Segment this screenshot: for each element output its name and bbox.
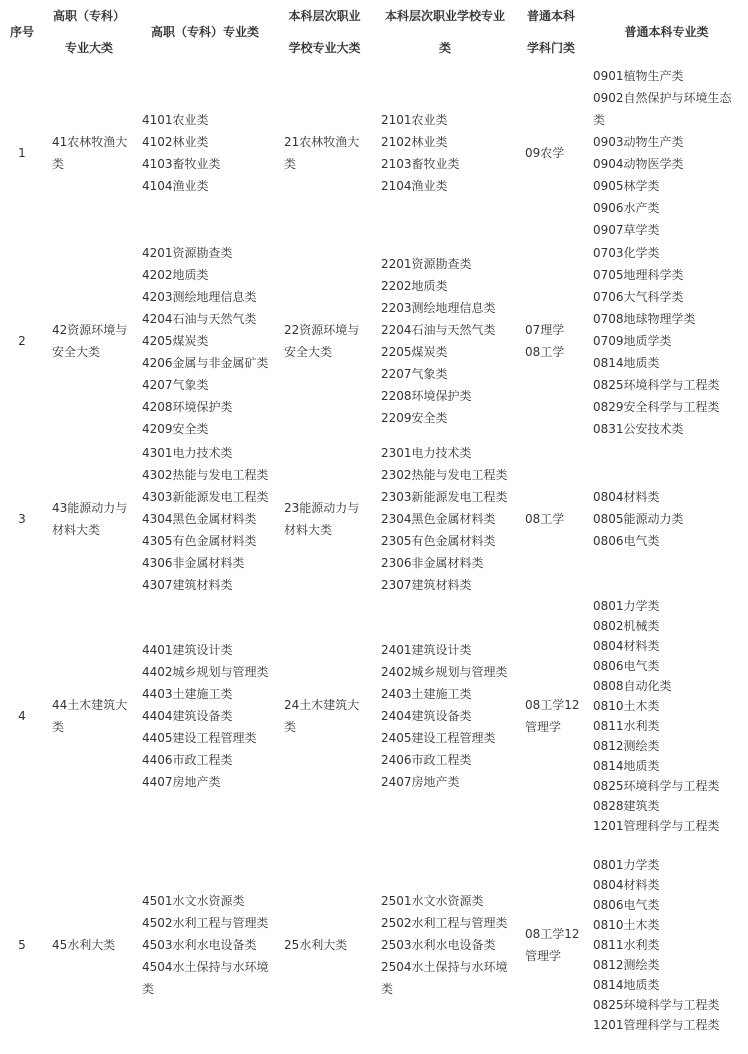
class-item: 0801力学类 xyxy=(593,599,660,613)
table-row xyxy=(0,64,748,241)
class-item: 2402城乡规划与管理类 xyxy=(381,665,508,679)
class-item: 2503水利水电设备类 xyxy=(381,938,496,952)
table-row xyxy=(0,241,748,441)
undergrad-discipline-cell xyxy=(517,441,585,596)
class-item: 2502水利工程与管理类 xyxy=(381,916,508,930)
seq-cell: 1 xyxy=(18,145,26,160)
category-line: 类 xyxy=(52,720,65,734)
class-item: 2302热能与发电工程类 xyxy=(381,467,508,482)
header-line: 普通本科 xyxy=(526,9,575,23)
class-item: 0811水利类 xyxy=(593,719,660,733)
class-item: 0901植物生产类 xyxy=(593,68,684,83)
class-item: 4203测绘地理信息类 xyxy=(142,290,257,304)
class-item: 4503水利水电设备类 xyxy=(142,938,257,952)
class-item: 2405建设工程管理类 xyxy=(381,731,496,745)
class-item: 2204石油与天然气类 xyxy=(381,323,496,337)
table-body xyxy=(0,64,748,1054)
header-line: 本科层次职业 xyxy=(288,9,361,23)
seq-cell: 3 xyxy=(18,511,26,526)
class-item: 2403土建施工类 xyxy=(381,687,472,701)
undergrad-class-cell xyxy=(585,836,748,1054)
class-item: 0705地理科学类 xyxy=(593,268,684,282)
class-item: 2407房地产类 xyxy=(381,775,460,789)
class-item: 0828建筑类 xyxy=(593,799,660,813)
class-item: 0706大气科学类 xyxy=(593,290,684,304)
class-item: 0812测绘类 xyxy=(593,958,660,972)
discipline-line: 07理学 xyxy=(525,323,565,337)
class-item: 0805能源动力类 xyxy=(593,511,684,526)
class-item: 2306非金属材料类 xyxy=(381,555,484,570)
class-item: 2501水文水资源类 xyxy=(381,894,484,908)
class-item: 2102林业类 xyxy=(381,134,448,149)
hv-class-cell xyxy=(134,64,276,241)
class-item: 4307建筑材料类 xyxy=(142,577,233,592)
seq-cell: 5 xyxy=(18,938,26,952)
bachelor-voc-category-cell xyxy=(276,64,373,241)
class-item: 4101农业类 xyxy=(142,112,209,127)
header-undergrad-discipline xyxy=(517,0,585,64)
hv-category-cell xyxy=(44,64,134,241)
class-item: 2104渔业类 xyxy=(381,178,448,193)
bachelor-voc-class-cell xyxy=(373,241,517,441)
class-item: 4502水利工程与管理类 xyxy=(142,916,269,930)
class-item: 0703化学类 xyxy=(593,246,660,260)
class-item: 4209安全类 xyxy=(142,422,209,436)
category-line: 类 xyxy=(284,156,297,171)
class-item: 0804材料类 xyxy=(593,639,660,653)
header-line: 本科层次职业学校专业 xyxy=(384,9,505,23)
class-item: 4305有色金属材料类 xyxy=(142,533,257,548)
class-item: 4404建筑设备类 xyxy=(142,709,233,723)
category-line: 21农林牧渔大 xyxy=(284,134,360,149)
class-item: 2203测绘地理信息类 xyxy=(381,301,496,315)
class-item: 4201资源勘查类 xyxy=(142,246,233,260)
class-item: 2209安全类 xyxy=(381,411,448,425)
class-item: 2304黑色金属材料类 xyxy=(381,511,496,526)
class-item: 0801力学类 xyxy=(593,858,660,872)
class-item: 0825环境科学与工程类 xyxy=(593,998,720,1012)
header-line: 普通本科专业类 xyxy=(624,25,709,39)
class-item: 2404建筑设备类 xyxy=(381,709,472,723)
bachelor-voc-class-cell xyxy=(373,596,517,836)
discipline-line: 管理学 xyxy=(525,949,562,963)
undergrad-discipline-cell xyxy=(517,596,585,836)
discipline-line: 08工学12 xyxy=(525,698,580,712)
header-line: 类 xyxy=(438,41,451,55)
discipline-line: 08工学12 xyxy=(525,927,580,941)
class-item: 4504水土保持与水环境 xyxy=(142,960,269,974)
category-line: 45水利大类 xyxy=(52,938,116,952)
hv-class-cell xyxy=(134,241,276,441)
class-item: 0814地质类 xyxy=(593,978,660,992)
class-item: 0814地质类 xyxy=(593,759,660,773)
bachelor-voc-class-cell xyxy=(373,836,517,1054)
seq-cell: 2 xyxy=(18,334,26,348)
class-item: 2207气象类 xyxy=(381,367,448,381)
class-item: 0906水产类 xyxy=(593,200,660,215)
category-line: 43能源动力与 xyxy=(52,500,128,515)
class-item: 0806电气类 xyxy=(593,659,660,673)
class-item: 4205煤炭类 xyxy=(142,334,209,348)
class-item: 4302热能与发电工程类 xyxy=(142,467,269,482)
bachelor-voc-class-cell xyxy=(373,64,517,241)
bachelor-voc-category-cell xyxy=(276,836,373,1054)
class-item: 0814地质类 xyxy=(593,356,660,370)
class-item: 0804材料类 xyxy=(593,878,660,892)
category-line: 材料大类 xyxy=(284,522,333,537)
category-line: 类 xyxy=(284,720,297,734)
class-item: 0831公安技术类 xyxy=(593,422,684,436)
class-item: 0903动物生产类 xyxy=(593,134,684,149)
class-item: 2101农业类 xyxy=(381,112,448,127)
class-item: 4501水文水资源类 xyxy=(142,894,245,908)
class-item: 0905林学类 xyxy=(593,178,660,193)
bachelor-voc-category-cell xyxy=(276,596,373,836)
class-item: 1201管理科学与工程类 xyxy=(593,1018,720,1032)
class-item: 4401建筑设计类 xyxy=(142,643,233,657)
undergrad-discipline-cell xyxy=(517,64,585,241)
class-item: 2202地质类 xyxy=(381,279,448,293)
class-item: 4303新能源发电工程类 xyxy=(142,489,269,504)
header-line: 专业大类 xyxy=(64,41,113,55)
bachelor-voc-class-cell xyxy=(373,441,517,596)
undergrad-discipline-cell xyxy=(517,836,585,1054)
class-item: 4202地质类 xyxy=(142,268,209,282)
class-item: 2504水土保持与水环境 xyxy=(381,960,508,974)
header-bachelor-voc-category xyxy=(276,0,373,64)
discipline-line: 08工学 xyxy=(525,345,565,359)
header-bachelor-voc-class xyxy=(373,0,517,64)
class-item: 4304黑色金属材料类 xyxy=(142,511,257,526)
class-item: 0808自动化类 xyxy=(593,679,672,693)
class-item: 0904动物医学类 xyxy=(593,156,684,171)
category-line: 材料大类 xyxy=(52,522,101,537)
class-item: 0811水利类 xyxy=(593,938,660,952)
class-item: 0806电气类 xyxy=(593,898,660,912)
class-item: 0825环境科学与工程类 xyxy=(593,779,720,793)
undergrad-class-cell xyxy=(585,64,748,241)
class-item: 4208环境保护类 xyxy=(142,400,233,414)
class-item: 4301电力技术类 xyxy=(142,445,233,460)
category-line: 23能源动力与 xyxy=(284,500,360,515)
class-item: 2406市政工程类 xyxy=(381,753,472,767)
hv-class-cell xyxy=(134,836,276,1054)
class-item: 4402城乡规划与管理类 xyxy=(142,665,269,679)
class-item: 0829安全科学与工程类 xyxy=(593,400,720,414)
hv-category-cell xyxy=(44,441,134,596)
class-item: 类 xyxy=(142,982,155,996)
class-item: 4403土建施工类 xyxy=(142,687,233,701)
class-item: 2303新能源发电工程类 xyxy=(381,489,508,504)
class-item: 4204石油与天然气类 xyxy=(142,312,257,326)
header-hv-class xyxy=(134,0,276,64)
class-item: 0709地质学类 xyxy=(593,334,672,348)
undergrad-discipline-cell xyxy=(517,241,585,441)
class-item: 4406市政工程类 xyxy=(142,753,233,767)
undergrad-class-cell xyxy=(585,441,748,596)
bachelor-voc-category-cell xyxy=(276,441,373,596)
header-seq xyxy=(0,0,44,64)
header-hv-category xyxy=(44,0,134,64)
class-item: 0907草学类 xyxy=(593,222,660,237)
category-line: 24土木建筑大 xyxy=(284,698,360,712)
category-line: 安全大类 xyxy=(52,345,101,359)
category-line: 安全大类 xyxy=(284,345,333,359)
table-header-row xyxy=(0,0,748,64)
header-line: 学校专业大类 xyxy=(288,41,361,55)
hv-class-cell xyxy=(134,441,276,596)
header-undergrad-class xyxy=(585,0,748,64)
table-row xyxy=(0,441,748,596)
class-item: 2401建筑设计类 xyxy=(381,643,472,657)
discipline-line: 管理学 xyxy=(525,720,562,734)
class-item: 4407房地产类 xyxy=(142,775,221,789)
table-row xyxy=(0,836,748,1054)
category-line: 41农林牧渔大 xyxy=(52,134,128,149)
class-item: 0825环境科学与工程类 xyxy=(593,378,720,392)
class-item: 4405建设工程管理类 xyxy=(142,731,257,745)
class-item: 4103畜牧业类 xyxy=(142,156,221,171)
header-line: 高职（专科）专业类 xyxy=(150,25,259,39)
class-item: 0804材料类 xyxy=(593,489,660,504)
header-line: 高职（专科） xyxy=(52,9,125,23)
undergrad-class-cell xyxy=(585,241,748,441)
header-line: 序号 xyxy=(9,25,34,39)
header-line: 学科门类 xyxy=(526,41,575,55)
undergrad-class-cell xyxy=(585,596,748,836)
class-item: 0806电气类 xyxy=(593,533,660,548)
hv-category-cell xyxy=(44,241,134,441)
class-item: 4306非金属材料类 xyxy=(142,555,245,570)
class-item: 2208环境保护类 xyxy=(381,389,472,403)
class-item: 2201资源勘查类 xyxy=(381,257,472,271)
discipline-line: 08工学 xyxy=(525,511,565,526)
class-item: 4206金属与非金属矿类 xyxy=(142,356,269,370)
class-item: 2301电力技术类 xyxy=(381,445,472,460)
class-item: 0810土木类 xyxy=(593,699,660,713)
class-item: 2103畜牧业类 xyxy=(381,156,460,171)
class-item: 2307建筑材料类 xyxy=(381,577,472,592)
seq-cell: 4 xyxy=(18,709,26,723)
hv-class-cell xyxy=(134,596,276,836)
class-item: 0708地球物理学类 xyxy=(593,312,696,326)
category-line: 类 xyxy=(52,156,65,171)
category-line: 25水利大类 xyxy=(284,938,348,952)
hv-category-cell xyxy=(44,596,134,836)
class-item: 0802机械类 xyxy=(593,619,660,633)
class-item: 2305有色金属材料类 xyxy=(381,533,496,548)
class-item: 4104渔业类 xyxy=(142,178,209,193)
hv-category-cell xyxy=(44,836,134,1054)
class-item: 类 xyxy=(381,982,394,996)
class-item: 2205煤炭类 xyxy=(381,345,448,359)
class-item: 0810土木类 xyxy=(593,918,660,932)
table-row xyxy=(0,596,748,836)
bachelor-voc-category-cell xyxy=(276,241,373,441)
class-item: 1201管理科学与工程类 xyxy=(593,819,720,833)
class-item: 0812测绘类 xyxy=(593,739,660,753)
discipline-line: 09农学 xyxy=(525,145,565,160)
category-line: 44土木建筑大 xyxy=(52,698,128,712)
category-line: 42资源环境与 xyxy=(52,323,128,337)
class-item: 4207气象类 xyxy=(142,378,209,392)
class-item: 4102林业类 xyxy=(142,134,209,149)
category-line: 22资源环境与 xyxy=(284,323,360,337)
class-item: 类 xyxy=(593,112,606,127)
class-item: 0902自然保护与环境生态 xyxy=(593,90,732,105)
